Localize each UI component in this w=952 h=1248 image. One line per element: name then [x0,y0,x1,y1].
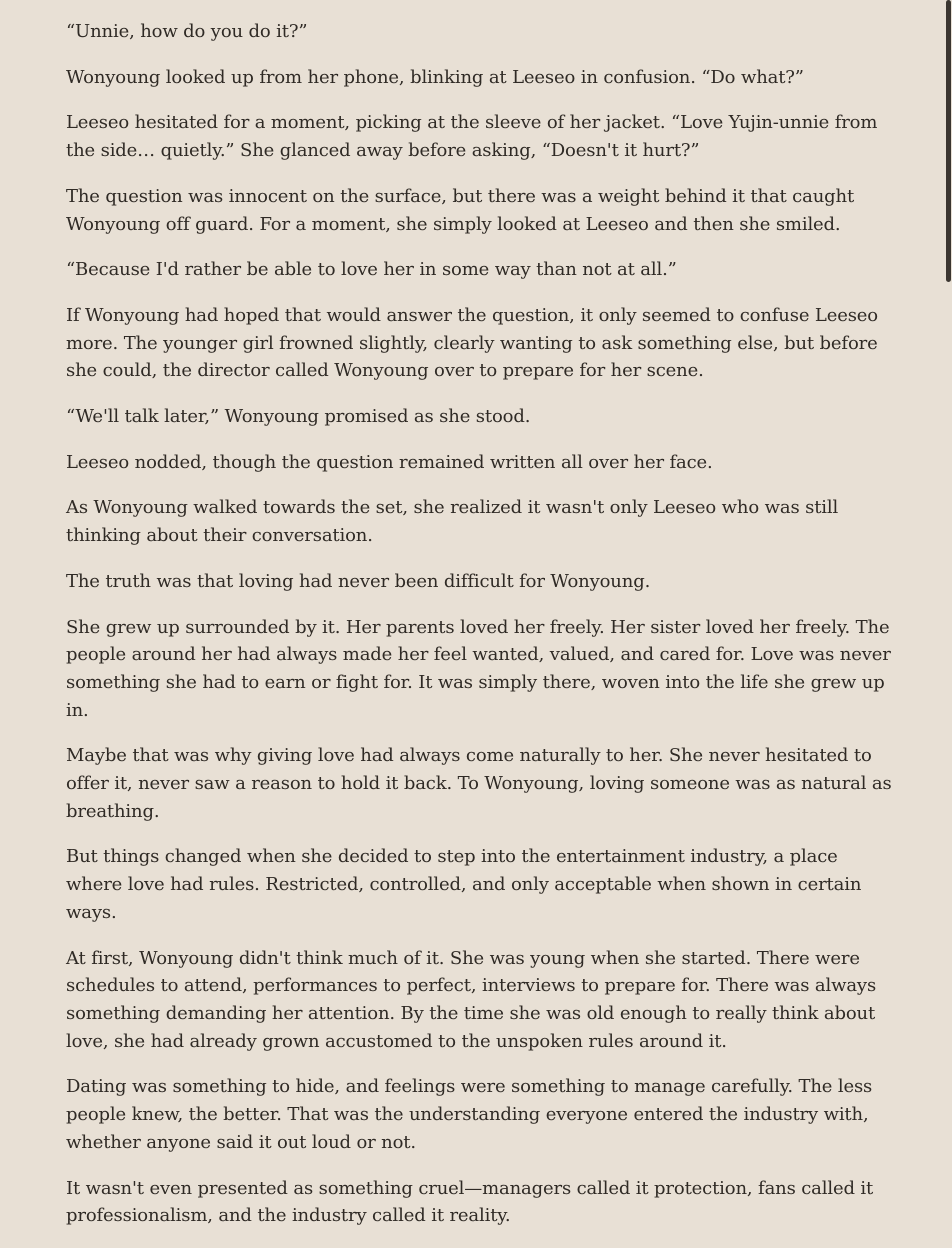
paragraph: Dating was something to hide, and feelings were something to manage carefully. The less people knew, the better. That was the understanding everyone entered the industry with, whether anyone said it out loud or not. [66,1076,873,1153]
paragraph: The question was innocent on the surface, but there was a weight behind it that caught Wonyoung off guard. For a moment, she simply looked at Leeseo and then she smiled. [66,185,855,235]
paragraph: Wonyoung looked up from her phone, blinking at Leeseo in confusion. “Do what?” [66,66,804,88]
paragraph: It wasn't even presented as something cruel—managers called it protection, fans called it professionalism, and the industry called it reality. [66,1177,874,1227]
paragraph: She grew up surrounded by it. Her parents loved her freely. Her sister loved her freely. The people around her had always made her feel wanted, valued, and cared for. Love was never something she had to earn or fight for. It was simply there, woven into the life she grew up in. [66,616,891,721]
paragraph: But things changed when she decided to step into the entertainment industry, a place where love had rules. Restricted, controlled, and only acceptable when shown in certain ways. [66,846,862,923]
paragraph: Maybe that was why giving love had always come naturally to her. She never hesitated to offer it, never saw a reason to hold it back. To Wonyoung, loving someone was as natural as breathing. [66,745,892,822]
paragraph: Leeseo nodded, though the question remained written all over her face. [66,451,713,473]
scrollbar-thumb[interactable] [946,0,951,282]
paragraph: The truth was that loving had never been difficult for Wonyoung. [66,570,651,592]
scrollbar-track[interactable] [946,0,952,1200]
paragraph: “Unnie, how do you do it?” [66,21,308,42]
paragraph: “We'll talk later,” Wonyoung promised as she stood. [66,406,531,428]
paragraph: Leeseo hesitated for a moment, picking at the sleeve of her jacket. “Love Yujin-unnie from the side… quietly.” She glanced away before asking, “Doesn't it hurt?” [66,112,878,162]
paragraph: As Wonyoung walked towards the set, she realized it wasn't only Leeseo who was still thinking about their conversation. [66,497,839,547]
paragraph: “Because I'd rather be able to love her in some way than not at all.” [66,259,677,281]
paragraph: If Wonyoung had hoped that would answer the question, it only seemed to confuse Leeseo more. The younger girl frowned slightly, clearly wanting to ask something else, but before she could, the director called Wonyoung over to prepare for her scene. [66,304,878,382]
paragraph: At first, Wonyoung didn't think much of it. She was young when she started. There were schedules to attend, performances to perfect, interviews to prepare for. There was always something demanding her attention. By the time she was old enough to really think about love, she had already grown accustomed to the unspoken rules around it. [66,947,877,1052]
story-text [66,18,896,1248]
